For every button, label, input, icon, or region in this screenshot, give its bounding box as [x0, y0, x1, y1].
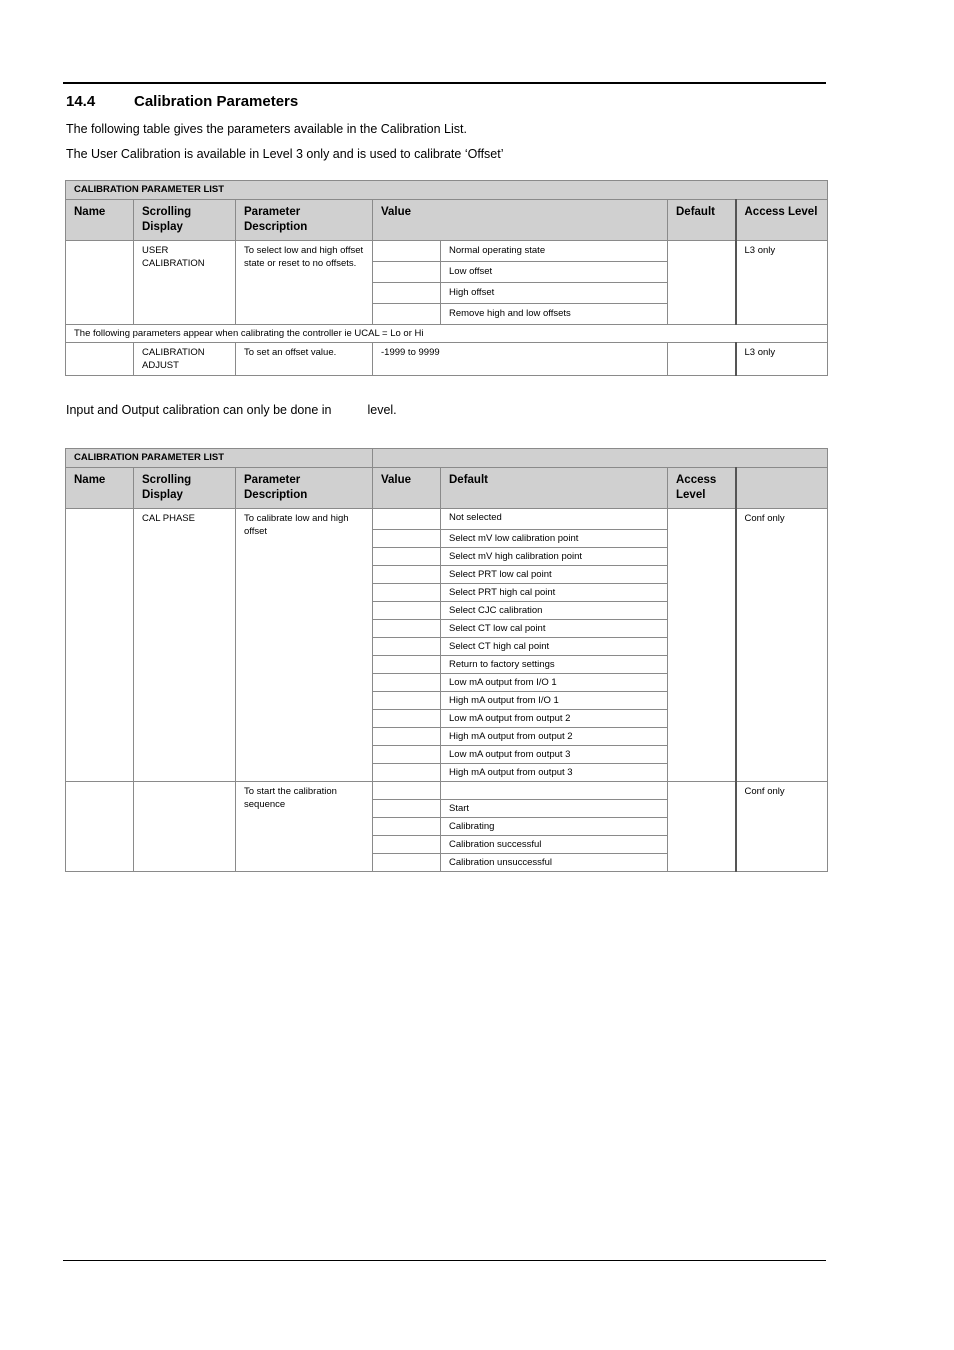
cell-value-meaning: Low offset	[441, 262, 668, 283]
cell-value-code	[373, 674, 441, 692]
header-name: Name	[66, 468, 134, 509]
cell-value-meaning: Select mV high calibration point	[441, 548, 668, 566]
cell-value-meaning: Select PRT low cal point	[441, 566, 668, 584]
cell-value-code	[373, 764, 441, 782]
cell-name	[66, 782, 134, 872]
cell-value-meaning	[441, 782, 668, 800]
cell-value-code	[373, 283, 441, 304]
cell-value-code	[373, 728, 441, 746]
cell-value-code	[373, 818, 441, 836]
cell-description: To select low and high offset state or reset to no offsets.	[236, 241, 373, 325]
cell-value-meaning: Calibration unsuccessful	[441, 854, 668, 872]
cell-value-meaning: High mA output from output 3	[441, 764, 668, 782]
table-row	[66, 343, 828, 376]
table-row	[66, 241, 828, 262]
cell-value-meaning: Select CJC calibration	[441, 602, 668, 620]
table-row	[66, 782, 828, 800]
cell-name	[66, 509, 134, 782]
header-parameter-description: Parameter Description	[236, 200, 373, 241]
cell-access-level: L3 only	[736, 241, 828, 325]
cell-default	[668, 241, 736, 325]
cell-name	[66, 343, 134, 376]
cell-value-code	[373, 710, 441, 728]
cell-value-meaning: Start	[441, 800, 668, 818]
calibration-table-2	[65, 448, 828, 872]
cell-value-code	[373, 854, 441, 872]
cell-value-code	[373, 746, 441, 764]
header-access-level: Access Level	[736, 200, 828, 241]
cell-value: -1999 to 9999	[373, 343, 668, 376]
header-scrolling-display: Scrolling Display	[134, 200, 236, 241]
cell-value-code	[373, 530, 441, 548]
cell-value-meaning: Select CT low cal point	[441, 620, 668, 638]
cell-value-meaning: Select CT high cal point	[441, 638, 668, 656]
cell-value-meaning: Low mA output from output 2	[441, 710, 668, 728]
level-note-after: level.	[367, 403, 397, 417]
intro-paragraph-2: The User Calibration is available in Level 3 only and is used to calibrate ‘Offset’	[66, 147, 504, 161]
header-access-level: Access Level	[668, 468, 736, 509]
cell-value-meaning: Select PRT high cal point	[441, 584, 668, 602]
cell-value-meaning: Not selected	[441, 509, 668, 530]
table-title: CALIBRATION PARAMETER LIST	[66, 449, 373, 468]
cell-value-meaning: High offset	[441, 283, 668, 304]
cell-default	[668, 782, 736, 872]
cell-scrolling-display: CAL PHASE	[134, 509, 236, 782]
cell-value-meaning: Normal operating state	[441, 241, 668, 262]
cell-value-meaning: High mA output from I/O 1	[441, 692, 668, 710]
cell-value-code	[373, 800, 441, 818]
cell-access-level: Conf only	[736, 509, 828, 782]
header-value: Value	[373, 468, 441, 509]
cell-value-meaning: Low mA output from output 3	[441, 746, 668, 764]
table-row	[66, 325, 828, 343]
header-scrolling-display: Scrolling Display	[134, 468, 236, 509]
cell-value-code	[373, 241, 441, 262]
cell-value-meaning: Select mV low calibration point	[441, 530, 668, 548]
calibration-level-note	[66, 403, 397, 417]
cell-value-code	[373, 262, 441, 283]
cell-description: To calibrate low and high offset	[236, 509, 373, 782]
table-title-blank	[373, 449, 828, 468]
cell-scrolling-display: CALIBRATION ADJUST	[134, 343, 236, 376]
cell-value-code	[373, 602, 441, 620]
cell-scrolling-display: USER CALIBRATION	[134, 241, 236, 325]
cell-value-code	[373, 620, 441, 638]
calibration-table-1	[65, 180, 828, 376]
intro-paragraph-1: The following table gives the parameters available in the Calibration List.	[66, 122, 467, 136]
cell-value-meaning: Remove high and low offsets	[441, 304, 668, 325]
header-parameter-description: Parameter Description	[236, 468, 373, 509]
header-default: Default	[441, 468, 668, 509]
cell-value-code	[373, 836, 441, 854]
bottom-rule	[63, 1260, 826, 1261]
cell-scrolling-display	[134, 782, 236, 872]
cell-value-meaning: Low mA output from I/O 1	[441, 674, 668, 692]
header-default: Default	[668, 200, 736, 241]
cell-value-code	[373, 548, 441, 566]
cell-description: To set an offset value.	[236, 343, 373, 376]
header-blank	[736, 468, 828, 509]
cell-access-level: L3 only	[736, 343, 828, 376]
cell-access-level: Conf only	[736, 782, 828, 872]
section-number: 14.4	[66, 93, 96, 110]
cell-value-code	[373, 584, 441, 602]
cell-value-code	[373, 566, 441, 584]
cell-default	[668, 343, 736, 376]
table-title: CALIBRATION PARAMETER LIST	[66, 181, 828, 200]
cell-value-code	[373, 304, 441, 325]
condition-note: The following parameters appear when calibrating the controller ie UCAL = Lo or Hi	[66, 325, 828, 343]
cell-value-meaning: Calibration successful	[441, 836, 668, 854]
cell-value-code	[373, 692, 441, 710]
level-note-before: Input and Output calibration can only be done in	[66, 403, 332, 417]
table-row	[66, 509, 828, 530]
cell-default	[668, 509, 736, 782]
top-rule	[63, 82, 826, 84]
cell-value-code	[373, 509, 441, 530]
cell-description: To start the calibration sequence	[236, 782, 373, 872]
cell-value-meaning: Calibrating	[441, 818, 668, 836]
cell-value-code	[373, 656, 441, 674]
cell-name	[66, 241, 134, 325]
header-name: Name	[66, 200, 134, 241]
cell-value-meaning: High mA output from output 2	[441, 728, 668, 746]
cell-value-code	[373, 782, 441, 800]
section-heading	[66, 93, 298, 110]
section-title: Calibration Parameters	[134, 93, 299, 110]
cell-value-code	[373, 638, 441, 656]
header-value: Value	[373, 200, 668, 241]
cell-value-meaning: Return to factory settings	[441, 656, 668, 674]
